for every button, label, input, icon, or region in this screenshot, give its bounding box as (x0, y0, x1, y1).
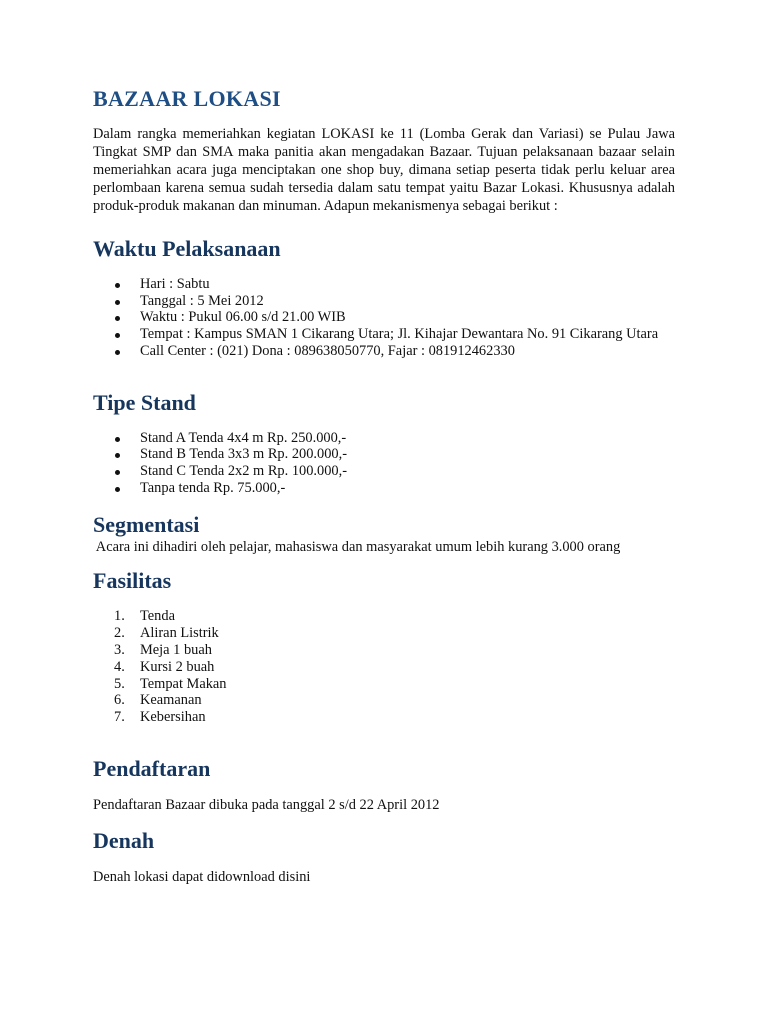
section-heading-fasilitas: Fasilitas (93, 568, 172, 594)
list-item-text: Stand C Tenda 2x2 m Rp. 100.000,- (140, 462, 347, 479)
list-item (93, 430, 675, 447)
list-item-text: Tempat : Kampus SMAN 1 Cikarang Utara; Jl. Kihajar Dewantara No. 91 Cikarang Utara (140, 326, 659, 343)
list-item (93, 343, 675, 360)
intro-paragraph: Dalam rangka memeriahkan kegiatan LOKASI ke 11 (Lomba Gerak dan Variasi) se Pulau Jawa Tingkat SMP dan SMA maka panitia akan mengadakan Bazaar. Tujuan pelaksanaan bazaar selain memeriahkan acara juga menciptakan one shop buy, dimana setiap peserta tidak perlu keluar area perlombaan karena semua sudah tersedia dalam satu tempat yaitu Bazar Lokasi. Khususnya adalah produk-produk makanan dan minuman. Adapun mekanismenya sebagai berikut : (93, 126, 675, 214)
section-heading-pendaftaran: Pendaftaran (93, 755, 211, 781)
list-item-text: Tanpa tenda Rp. 75.000,- (140, 479, 286, 496)
list-item-text: Hari : Sabtu (140, 276, 210, 292)
section-heading-segmentasi: Segmentasi (93, 512, 200, 538)
document-body (93, 86, 675, 886)
tipe-stand-list (93, 430, 675, 497)
list-item (93, 446, 675, 463)
document-title: BAZAAR LOKASI (93, 86, 281, 111)
segmentasi-text: Acara ini dihadiri oleh pelajar, mahasiswa dan masyarakat umum lebih kurang 3.000 orang (93, 539, 621, 556)
list-item (93, 625, 675, 642)
list-item (93, 709, 675, 726)
list-item (93, 692, 675, 709)
list-item-text: Kursi 2 buah (140, 658, 215, 675)
list-item (93, 309, 675, 326)
list-item (93, 276, 675, 293)
list-item-text: Waktu : Pukul 06.00 s/d 21.00 WIB (140, 309, 346, 326)
list-item-text: Tempat Makan (140, 675, 227, 692)
list-item (93, 293, 675, 310)
section-heading-waktu: Waktu Pelaksanaan (93, 236, 281, 261)
list-item-text: Stand A Tenda 4x4 m Rp. 250.000,- (140, 429, 347, 446)
list-item-text: Aliran Listrik (140, 625, 219, 642)
list-item (93, 463, 675, 480)
list-item-text: Stand B Tenda 3x3 m Rp. 200.000,- (140, 446, 347, 463)
fasilitas-list (93, 608, 675, 726)
bullet-icon (115, 300, 120, 305)
list-item (93, 659, 675, 676)
list-item-text: Kebersihan (140, 709, 206, 726)
pendaftaran-text: Pendaftaran Bazaar dibuka pada tanggal 2 s/d 22 April 2012 (93, 796, 440, 813)
bullet-icon (115, 283, 120, 288)
bullet-icon (115, 333, 120, 338)
list-number: 5. (114, 675, 125, 692)
list-number: 4. (114, 658, 125, 675)
list-number: 6. (114, 692, 125, 709)
bullet-icon (115, 487, 120, 492)
list-item-text: Tenda (140, 608, 175, 625)
list-item-text: Call Center : (021) Dona : 089638050770, Fajar : 081912462330 (140, 342, 515, 359)
bullet-icon (115, 437, 120, 442)
section-heading-denah: Denah (93, 827, 155, 853)
list-item (93, 608, 675, 625)
bullet-icon (115, 453, 120, 458)
bullet-icon (115, 350, 120, 355)
list-number: 2. (114, 625, 125, 642)
denah-text: Denah lokasi dapat didownload disini (93, 868, 311, 885)
bullet-icon (115, 316, 120, 321)
list-number: 1. (114, 608, 125, 625)
waktu-list (93, 276, 675, 360)
bullet-icon (115, 470, 120, 475)
section-heading-tipe-stand: Tipe Stand (93, 389, 196, 415)
list-item (93, 676, 675, 693)
list-number: 7. (114, 709, 125, 726)
list-item (93, 642, 675, 659)
list-item-text: Tanggal : 5 Mei 2012 (140, 292, 264, 309)
list-item-text: Keamanan (140, 692, 202, 709)
list-number: 3. (114, 641, 125, 658)
list-item (93, 480, 675, 497)
list-item-text: Meja 1 buah (140, 641, 212, 658)
list-item (93, 326, 675, 343)
